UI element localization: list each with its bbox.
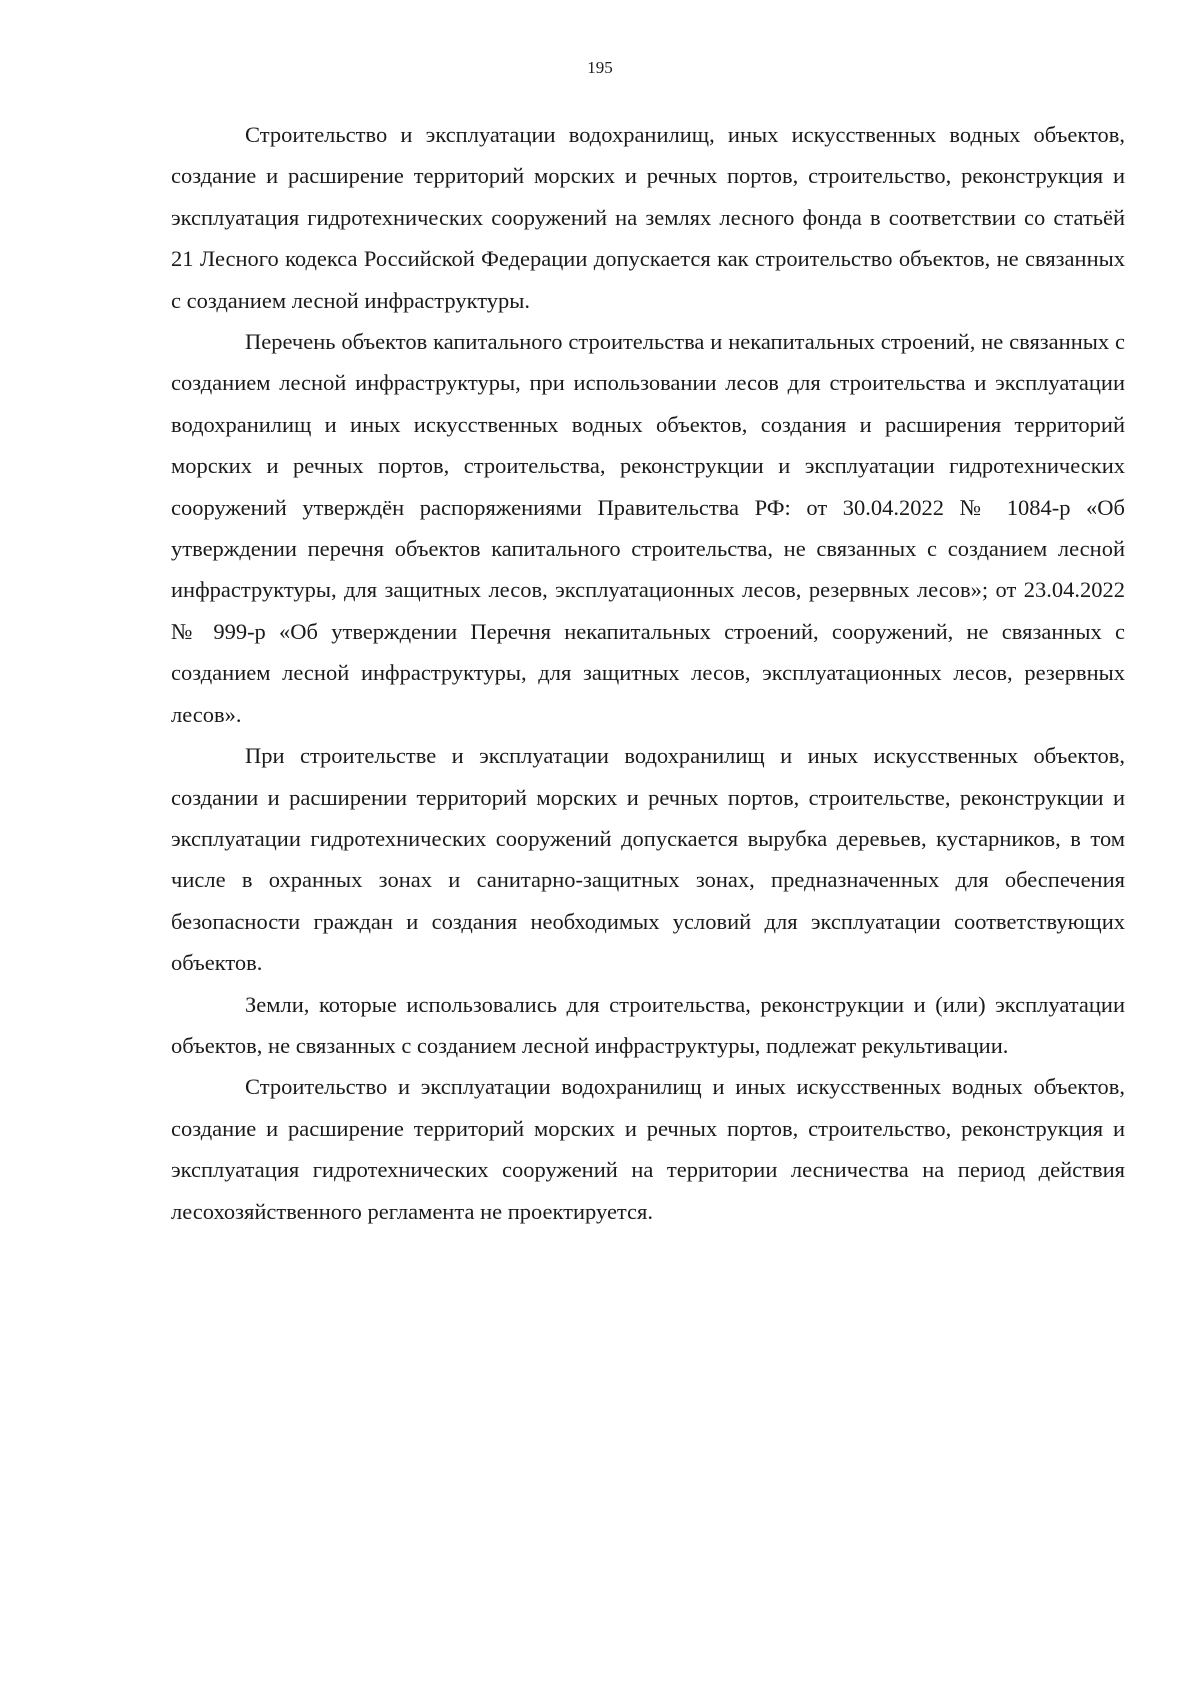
page-number: 195 <box>587 58 613 77</box>
paragraph: Строительство и эксплуатации водохранилищ, иных искусственных водных объектов, создание и расширение территорий морских и речных портов, строительство, реконструкция и эксплуатация гидротехнических сооружений на землях лесного фонда в соответствии со статьёй 21 Лесного кодекса Российской Федерации допускается как строительство объектов, не связанных с созданием лесной инфраструктуры. <box>171 122 1125 313</box>
paragraph: Перечень объектов капитального строительства и некапитальных строений, не связанных с созданием лесной инфраструктуры, при использовании лесов для строительства и эксплуатации водохранилищ и иных искусственных водных объектов, создания и расширения территорий морских и речных портов, строительства, реконструкции и эксплуатации гидротехнических сооружений утверждён распоряжениями Правительства РФ: от 30.04.2022 № 1084-р «Об утверждении перечня объектов капитального строительства, не связанных с созданием лесной инфраструктуры, для защитных лесов, эксплуатационных лесов, резервных лесов»; от 23.04.2022 № 999-р «Об утверждении Перечня некапитальных строений, сооружений, не связанных с созданием лесной инфраструктуры, для защитных лесов, эксплуатационных лесов, резервных лесов». <box>171 329 1125 727</box>
paragraph: Строительство и эксплуатации водохранилищ и иных искусственных водных объектов, создание и расширение территорий морских и речных портов, строительство, реконструкция и эксплуатация гидротехнических сооружений на территории лесничества на период действия лесохозяйственного регламента не проектируется. <box>171 1074 1125 1224</box>
paragraph: Земли, которые использовались для строительства, реконструкции и (или) эксплуатации объектов, не связанных с созданием лесной инфраструктуры, подлежат рекультивации. <box>171 991 1125 1058</box>
document-body <box>171 114 1125 1232</box>
paragraph: При строительстве и эксплуатации водохранилищ и иных искусственных объектов, создании и расширении территорий морских и речных портов, строительстве, реконструкции и эксплуатации гидротехнических сооружений допускается вырубка деревьев, кустарников, в том числе в охранных зонах и санитарно-защитных зонах, предназначенных для обеспечения безопасности граждан и создания необходимых условий для эксплуатации соответствующих объектов. <box>171 743 1125 976</box>
